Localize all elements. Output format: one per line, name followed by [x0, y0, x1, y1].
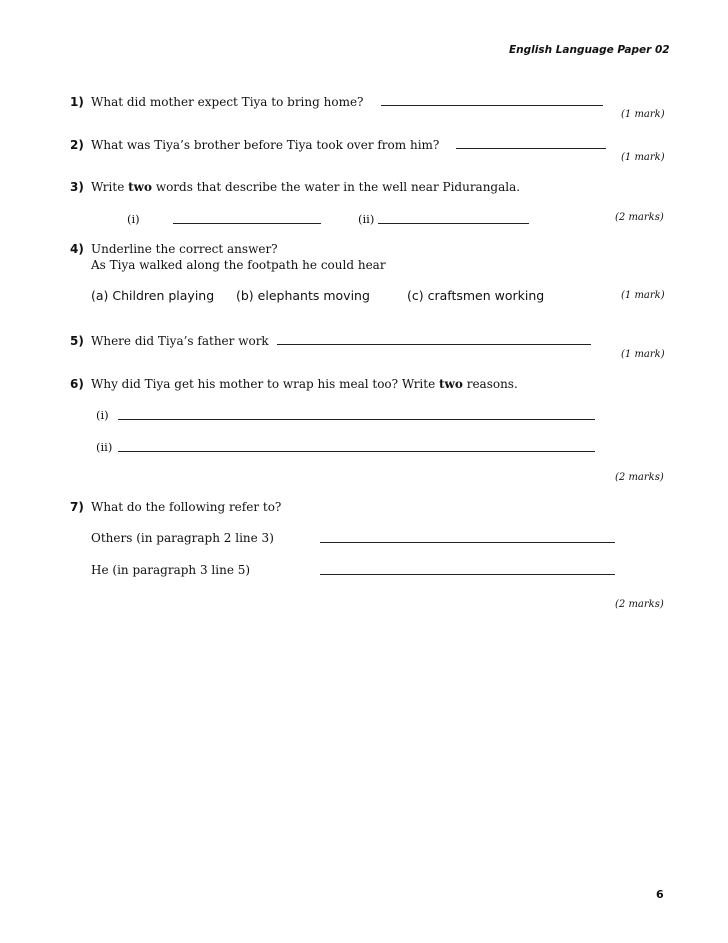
q3-number: 3): [70, 180, 84, 194]
q4-stem: As Tiya walked along the footpath he could hear: [91, 258, 386, 272]
q3-label-ii: (ii): [358, 212, 375, 226]
q7-answer-line-others[interactable]: [320, 542, 615, 543]
q2-number: 2): [70, 138, 84, 152]
q7-answer-line-he[interactable]: [320, 574, 615, 575]
q2-mark: (1 mark): [621, 152, 665, 163]
q6-number: 6): [70, 377, 84, 391]
paper-title: English Language Paper 02: [509, 44, 670, 56]
q6-answer-line-i[interactable]: [118, 419, 595, 420]
q7-item-others: Others (in paragraph 2 line 3): [91, 531, 274, 545]
page-number: 6: [656, 888, 664, 901]
q6-label-ii: (ii): [96, 440, 113, 454]
q4-mark: (1 mark): [621, 290, 665, 301]
q2-answer-line[interactable]: [456, 148, 606, 149]
q2-text: What was Tiya’s brother before Tiya took over from him?: [91, 138, 440, 152]
q5-mark: (1 mark): [621, 349, 665, 360]
q5-number: 5): [70, 334, 84, 348]
q3-mark: (2 marks): [615, 212, 664, 223]
q4-instruction: Underline the correct answer?: [91, 242, 278, 256]
q1-answer-line[interactable]: [381, 105, 603, 106]
q3-answer-line-ii[interactable]: [378, 223, 529, 224]
q5-answer-line[interactable]: [277, 344, 591, 345]
q7-item-he: He (in paragraph 3 line 5): [91, 563, 251, 577]
q4-number: 4): [70, 242, 84, 256]
q3-label-i: (i): [127, 212, 140, 226]
q1-text: What did mother expect Tiya to bring home?: [91, 95, 364, 109]
q6-text: Why did Tiya get his mother to wrap his meal too? Write two reasons.: [91, 377, 518, 391]
q3-answer-line-i[interactable]: [173, 223, 321, 224]
q7-number: 7): [70, 500, 84, 514]
q6-label-i: (i): [96, 408, 109, 422]
q4-option-b[interactable]: (b) elephants moving: [236, 288, 370, 303]
q4-option-c[interactable]: (c) craftsmen working: [407, 288, 545, 303]
q6-answer-line-ii[interactable]: [118, 451, 595, 452]
q7-text: What do the following refer to?: [91, 500, 282, 514]
q6-mark: (2 marks): [615, 472, 664, 483]
q4-option-a[interactable]: (a) Children playing: [91, 288, 215, 303]
q5-text: Where did Tiya’s father work: [91, 334, 269, 348]
q1-number: 1): [70, 95, 84, 109]
q3-text: Write two words that describe the water in the well near Pidurangala.: [91, 180, 521, 194]
q1-mark: (1 mark): [621, 109, 665, 120]
q7-mark: (2 marks): [615, 599, 664, 610]
